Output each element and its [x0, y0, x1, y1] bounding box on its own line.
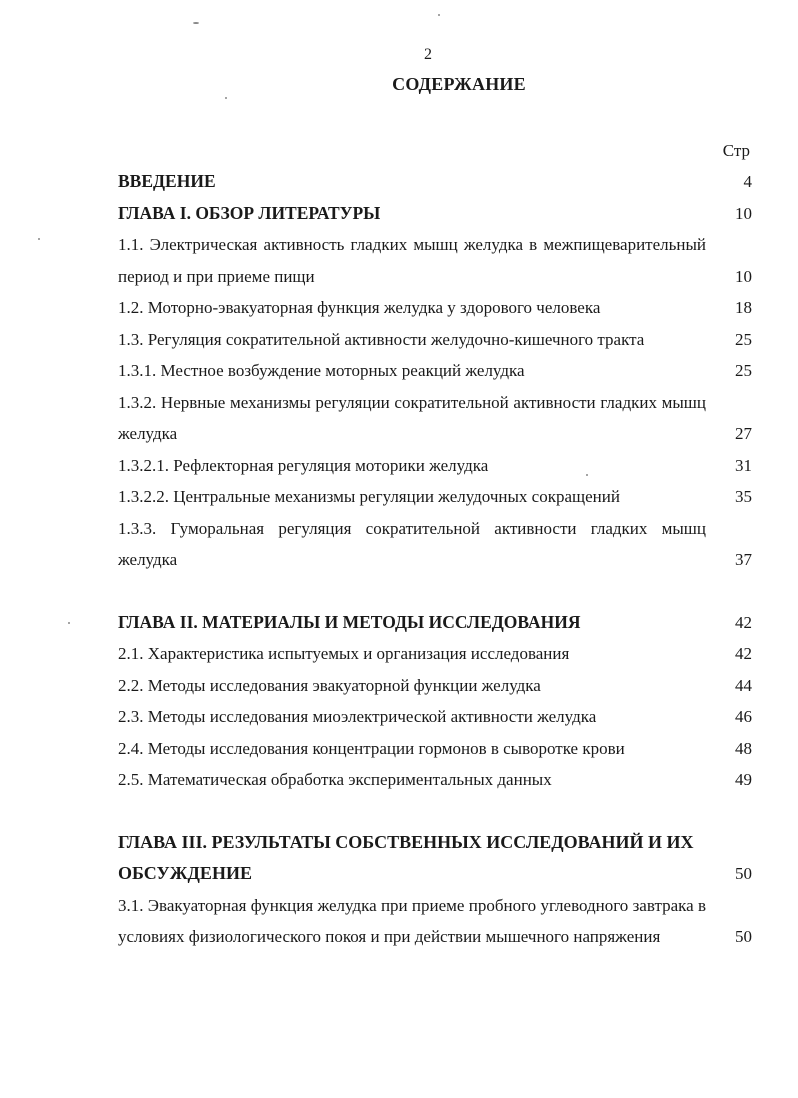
toc-entry-page: 42 [735, 612, 752, 632]
toc-entry-page: 50 [735, 927, 752, 946]
toc-entry-2-4 [118, 733, 752, 765]
scan-speck [225, 97, 227, 99]
toc-entry-text: 2.2. Методы исследования эвакуаторной функции желудка [118, 675, 541, 695]
toc-entry-introduction [118, 166, 752, 198]
table-of-contents [118, 166, 752, 953]
toc-entry-3-1 [118, 890, 752, 953]
toc-entry-page: 48 [735, 738, 752, 758]
toc-entry-text: 1.3.1. Местное возбуждение моторных реакций желудка [118, 361, 525, 380]
toc-entry-page: 35 [735, 487, 752, 506]
toc-entry-page: 46 [735, 707, 752, 726]
toc-entry-text: ГЛАВА III. РЕЗУЛЬТАТЫ СОБСТВЕННЫХ ИССЛЕДОВАНИЙ И ИХ ОБСУЖДЕНИЕ [118, 831, 694, 883]
toc-entry-page: 37 [735, 550, 752, 569]
toc-entry-2-5 [118, 764, 752, 796]
toc-entry-text: 2.4. Методы исследования концентрации гормонов в сыворотке крови [118, 738, 625, 758]
toc-entry-1-3-3 [118, 513, 752, 576]
toc-entry-text: ВВЕДЕНИЕ [118, 171, 216, 191]
toc-entry-1-3-2-2 [118, 481, 752, 513]
toc-entry-text: 2.3. Методы исследования миоэлектрической активности желудка [118, 707, 597, 726]
toc-entry-page: 50 [735, 864, 752, 883]
toc-entry-text: 1.2. Моторно-эвакуаторная функция желудка у здорового человека [118, 298, 601, 317]
toc-entry-page: 10 [735, 203, 752, 223]
toc-entry-chapter-2 [118, 607, 752, 639]
toc-entry-2-1 [118, 638, 752, 670]
page-number: 2 [424, 46, 432, 63]
toc-entry-page: 44 [735, 675, 752, 695]
toc-entry-text: 1.3.2.1. Рефлекторная регуляция моторики желудка [118, 455, 489, 475]
toc-entry-text: ГЛАВА II. МАТЕРИАЛЫ И МЕТОДЫ ИССЛЕДОВАНИЯ [118, 611, 581, 632]
toc-entry-page: 4 [743, 172, 752, 191]
toc-entry-text: 2.1. Характеристика испытуемых и организация исследования [118, 644, 570, 663]
toc-entry-chapter-3 [118, 827, 752, 890]
section-gap [118, 576, 752, 607]
toc-entry-page: 25 [735, 361, 752, 380]
toc-entry-page: 10 [735, 266, 752, 286]
toc-entry-text: 3.1. Эвакуаторная функция желудка при приеме пробного углеводного завтрака в условиях физиологического покоя и при действии мышечного напряжения [118, 895, 706, 946]
toc-entry-text: 1.3.2.2. Центральные механизмы регуляции желудочных сокращений [118, 487, 620, 506]
scan-speck [586, 474, 588, 476]
toc-entry-2-3 [118, 701, 752, 733]
toc-title: СОДЕРЖАНИЕ [392, 74, 526, 94]
toc-entry-text: 1.1. Электрическая активность гладких мышц желудка в межпищеварительный период и при приеме пищи [118, 235, 706, 286]
scan-speck [193, 22, 199, 24]
toc-entry-1-2 [118, 292, 752, 324]
toc-entry-text: 2.5. Математическая обработка экспериментальных данных [118, 770, 552, 789]
toc-entry-page: 18 [735, 298, 752, 317]
toc-entry-1-1 [118, 229, 752, 292]
toc-entry-2-2 [118, 670, 752, 702]
toc-entry-text: 1.3.2. Нервные механизмы регуляции сократительной активности гладких мышц желудка [118, 392, 706, 443]
toc-entry-page: 49 [735, 770, 752, 789]
toc-entry-page: 42 [735, 644, 752, 663]
toc-entry-1-3-2 [118, 387, 752, 450]
toc-entry-1-3-1 [118, 355, 752, 387]
toc-entry-chapter-1 [118, 198, 752, 230]
toc-entry-page: 31 [735, 455, 752, 475]
section-gap [118, 796, 752, 827]
toc-entry-text: 1.3.3. Гуморальная регуляция сократительной активности гладких мышц желудка [118, 518, 706, 569]
toc-entry-text: 1.3. Регуляция сократительной активности желудочно-кишечного тракта [118, 329, 645, 349]
page-column-label: Стр [722, 141, 750, 160]
toc-entry-1-3 [118, 324, 752, 356]
scan-speck [38, 238, 40, 240]
scan-speck [68, 622, 70, 624]
toc-entry-page: 27 [735, 424, 752, 443]
toc-entry-text: ГЛАВА I. ОБЗОР ЛИТЕРАТУРЫ [118, 202, 381, 223]
toc-entry-page: 25 [735, 329, 752, 349]
scan-speck [438, 14, 440, 16]
toc-entry-1-3-2-1 [118, 450, 752, 482]
